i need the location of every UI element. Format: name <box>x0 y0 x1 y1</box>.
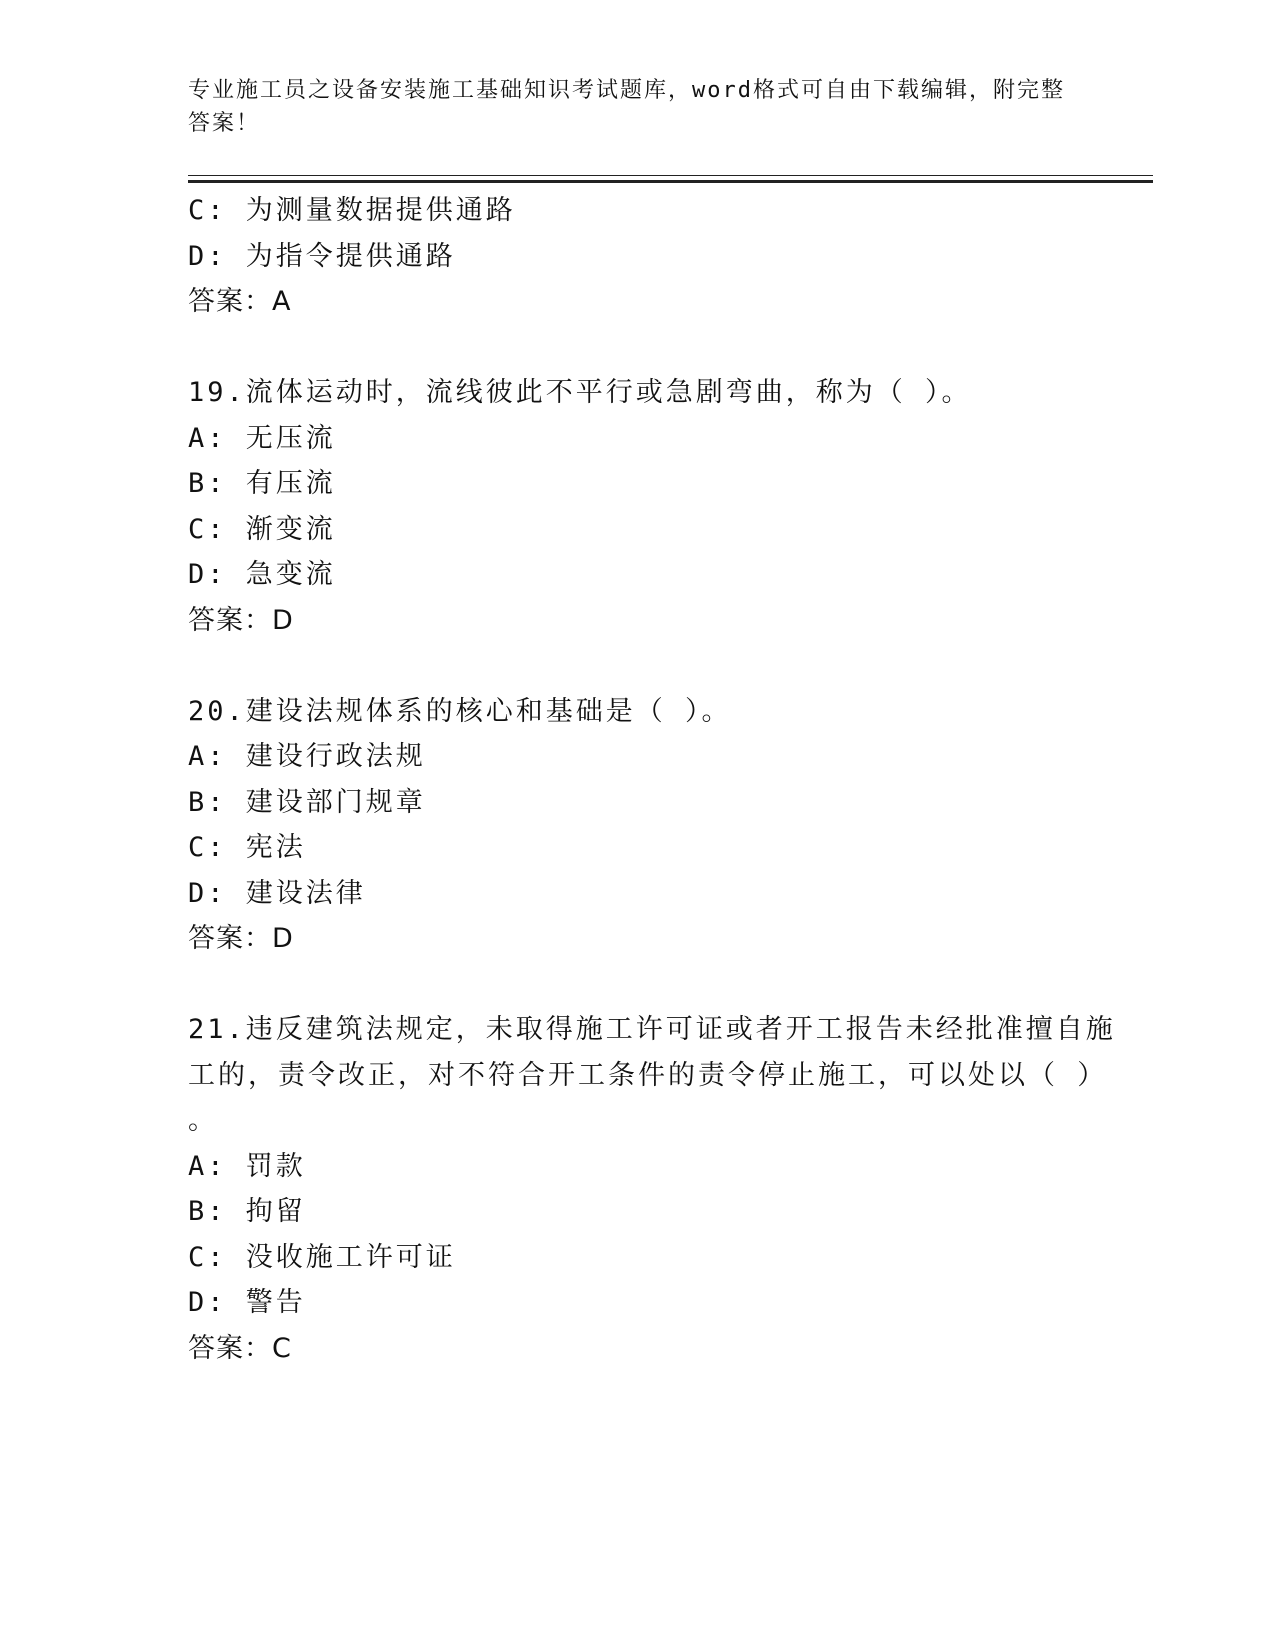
question-stem: 20.建设法规体系的核心和基础是（ ）。 <box>188 695 732 727</box>
answer: 答案：A <box>188 286 292 317</box>
option-b: B: 拘留 <box>188 1196 306 1227</box>
answer: 答案：D <box>188 604 294 636</box>
option-a: A: 罚款 <box>188 1150 306 1182</box>
document-header: 专业施工员之设备安装施工基础知识考试题库，word格式可自由下载编辑，附完整答案！ <box>188 78 1065 136</box>
question-stem-line-3: 。 <box>188 1105 218 1136</box>
option-d: D: 急变流 <box>188 559 336 590</box>
option-a: A: 无压流 <box>188 422 336 454</box>
option-b: B: 建设部门规章 <box>188 786 426 818</box>
question-list <box>188 188 1116 1371</box>
header-divider-thin <box>188 175 1153 176</box>
spacer <box>188 325 1088 371</box>
question-20 <box>188 689 1088 962</box>
option-b: B: 有压流 <box>188 468 336 499</box>
answer: 答案：D <box>188 923 294 954</box>
header-divider-thick <box>188 180 1153 183</box>
question-18-tail <box>188 188 1088 325</box>
option-a: A: 建设行政法规 <box>188 741 426 772</box>
option-c: C: 宪法 <box>188 832 306 863</box>
question-stem-line-1: 21.违反建筑法规定，未取得施工许可证或者开工报告未经批准擅自施 <box>188 1014 1116 1045</box>
option-c: C: 为测量数据提供通路 <box>188 195 516 226</box>
option-d: D: 建设法律 <box>188 877 366 909</box>
option-c: C: 没收施工许可证 <box>188 1241 456 1273</box>
answer: 答案：C <box>188 1332 292 1364</box>
option-d: D: 为指令提供通路 <box>188 240 456 272</box>
question-21 <box>188 1007 1116 1371</box>
spacer <box>188 962 1088 1008</box>
spacer <box>188 643 1088 689</box>
question-19 <box>188 370 1088 643</box>
option-d: D: 警告 <box>188 1287 306 1318</box>
question-stem: 19.流体运动时，流线彼此不平行或急剧弯曲，称为（ ）。 <box>188 377 972 408</box>
question-stem-line-2: 工的，责令改正，对不符合开工条件的责令停止施工，可以处以（ ） <box>188 1059 1108 1091</box>
option-c: C: 渐变流 <box>188 513 336 545</box>
